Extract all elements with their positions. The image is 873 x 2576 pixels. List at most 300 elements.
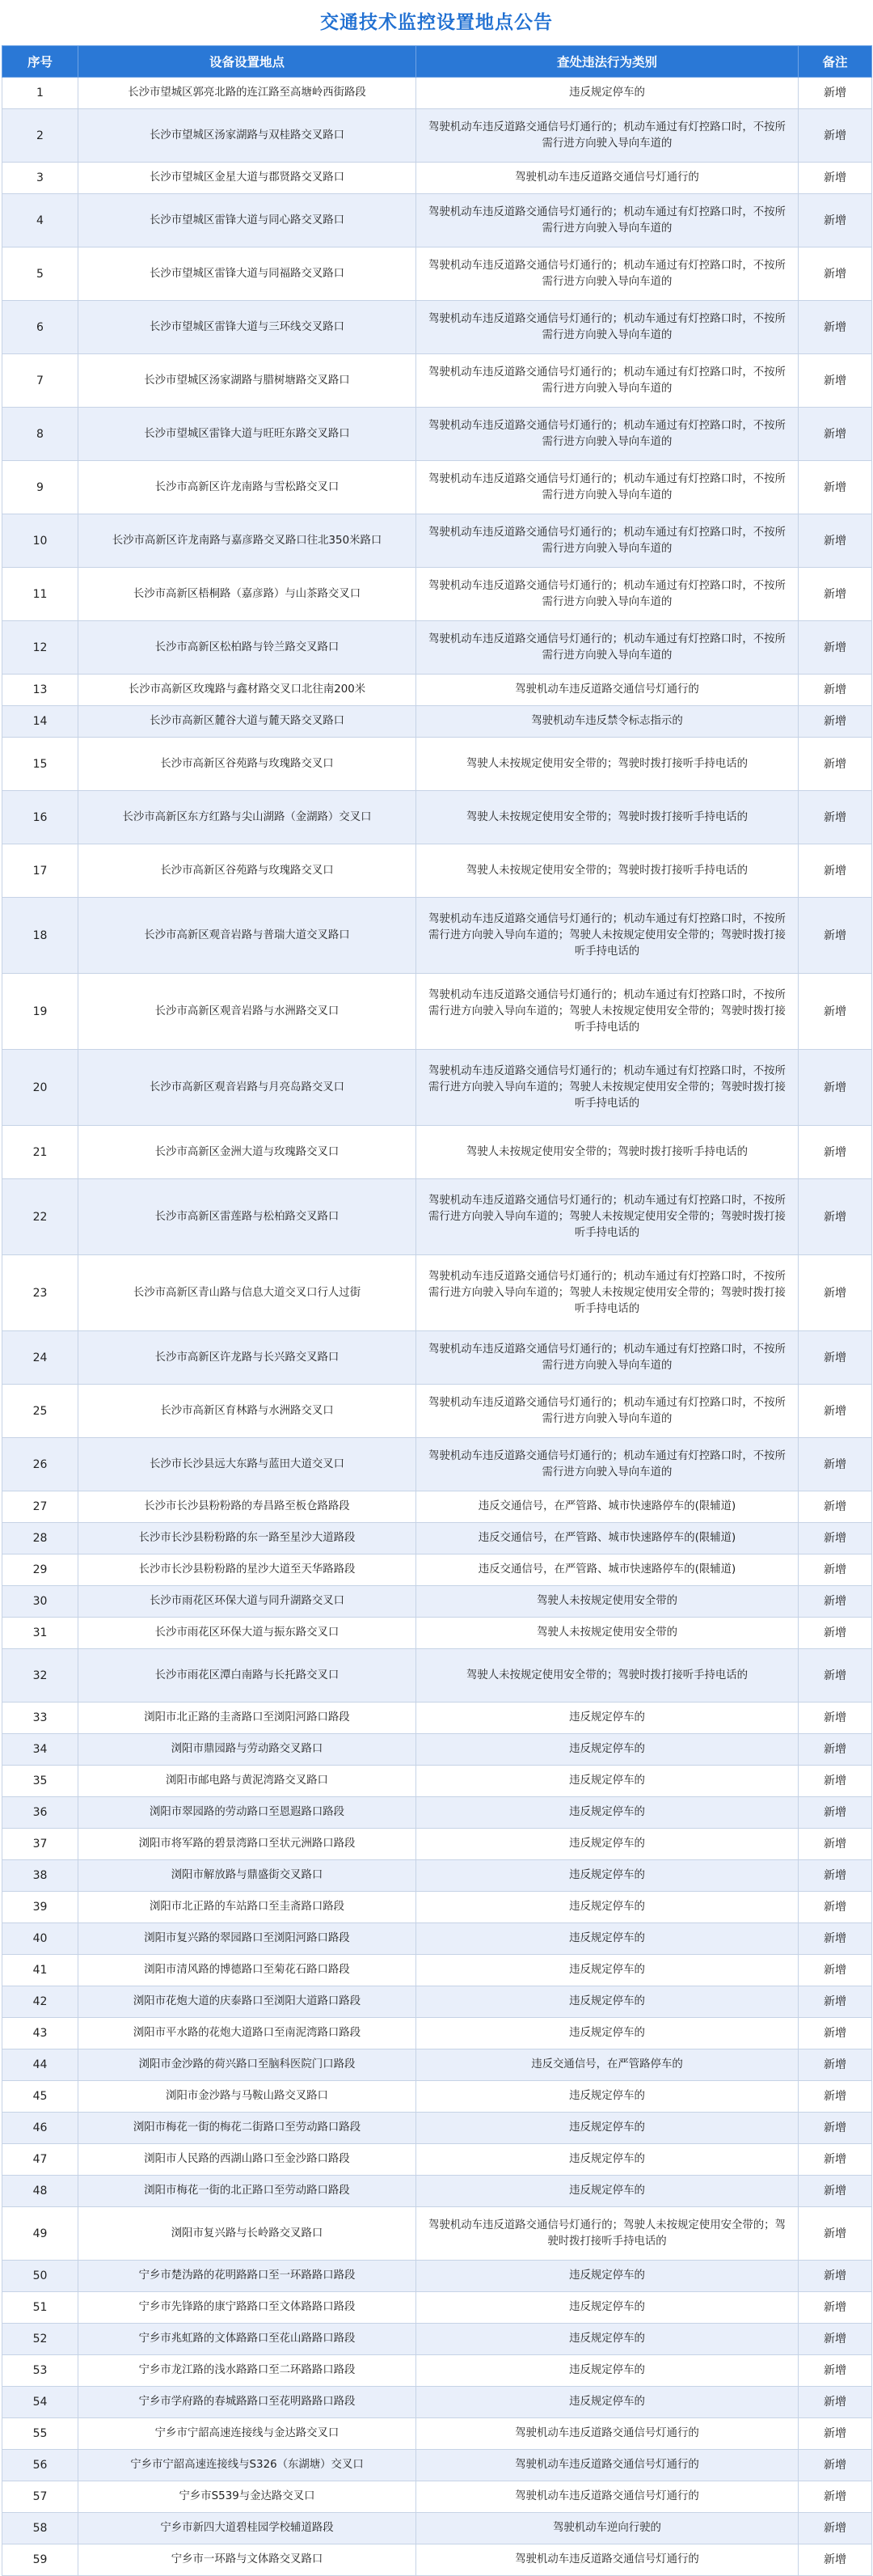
cell-note: 新增: [799, 2387, 872, 2418]
cell-location: 长沙市高新区育林路与水洲路交叉口: [78, 1385, 416, 1438]
cell-location: 长沙市望城区雷锋大道与同福路交叉路口: [78, 247, 416, 301]
table-row: [2, 1179, 872, 1255]
cell-note: 新增: [799, 1438, 872, 1491]
cell-type: 驾驶机动车违反禁令标志指示的: [416, 706, 799, 738]
table-row: [2, 1766, 872, 1797]
cell-note: 新增: [799, 1892, 872, 1923]
cell-type: 驾驶机动车违反道路交通信号灯通行的: [416, 2481, 799, 2513]
cell-type: 驾驶机动车违反道路交通信号灯通行的；机动车通过有灯控路口时，不按所需行进方向驶入导向车道的: [416, 514, 799, 568]
cell-seq: 47: [2, 2144, 78, 2176]
table-row: [2, 2113, 872, 2144]
cell-seq: 7: [2, 354, 78, 408]
cell-location: 浏阳市人民路的西湖山路口至金沙路口路段: [78, 2144, 416, 2176]
table-row: [2, 2450, 872, 2481]
cell-seq: 16: [2, 791, 78, 844]
cell-type: 驾驶人未按规定使用安全带的；驾驶时拨打接听手持电话的: [416, 1126, 799, 1179]
cell-seq: 18: [2, 898, 78, 974]
cell-type: 驾驶人未按规定使用安全带的；驾驶时拨打接听手持电话的: [416, 791, 799, 844]
table-header-row: [2, 46, 872, 78]
cell-type: 驾驶机动车违反道路交通信号灯通行的；机动车通过有灯控路口时，不按所需行进方向驶入导向车道的；驾驶人未按规定使用安全带的；驾驶时拨打接听手持电话的: [416, 1255, 799, 1331]
cell-type: 违反规定停车的: [416, 2018, 799, 2049]
cell-seq: 6: [2, 301, 78, 354]
cell-type: 驾驶机动车违反道路交通信号灯通行的: [416, 2544, 799, 2576]
table-row: [2, 2261, 872, 2292]
table-row: [2, 1618, 872, 1649]
cell-seq: 35: [2, 1766, 78, 1797]
table-row: [2, 2081, 872, 2113]
cell-location: 宁乡市学府路的春城路路口至花明路路口路段: [78, 2387, 416, 2418]
cell-note: 新增: [799, 791, 872, 844]
cell-note: 新增: [799, 1523, 872, 1554]
cell-seq: 9: [2, 461, 78, 514]
cell-seq: 56: [2, 2450, 78, 2481]
cell-type: 违反交通信号，在严管路、城市快速路停车的(限辅道): [416, 1523, 799, 1554]
table-row: [2, 2387, 872, 2418]
cell-location: 浏阳市邮电路与黄泥湾路交叉路口: [78, 1766, 416, 1797]
cell-location: 浏阳市将军路的碧景湾路口至状元洲路口路段: [78, 1829, 416, 1860]
cell-location: 宁乡市楚沩路的花明路路口至一环路路口路段: [78, 2261, 416, 2292]
cell-seq: 43: [2, 2018, 78, 2049]
header-note: 备注: [799, 46, 872, 78]
cell-seq: 2: [2, 109, 78, 163]
cell-seq: 27: [2, 1491, 78, 1523]
cell-location: 长沙市长沙县远大东路与蓝田大道交叉口: [78, 1438, 416, 1491]
table-row: [2, 1955, 872, 1986]
cell-seq: 4: [2, 194, 78, 247]
cell-location: 浏阳市花炮大道的庆泰路口至浏阳大道路口路段: [78, 1986, 416, 2018]
cell-note: 新增: [799, 461, 872, 514]
table-row: [2, 2544, 872, 2576]
cell-type: 驾驶机动车违反道路交通信号灯通行的；机动车通过有灯控路口时，不按所需行进方向驶入导向车道的: [416, 354, 799, 408]
cell-location: 宁乡市兆虹路的文体路路口至花山路路口路段: [78, 2324, 416, 2355]
cell-type: 违反交通信号，在严管路、城市快速路停车的(限辅道): [416, 1491, 799, 1523]
cell-type: 驾驶机动车逆向行驶的: [416, 2513, 799, 2544]
cell-seq: 51: [2, 2292, 78, 2324]
cell-location: 长沙市望城区汤家湖路与腊树塘路交叉路口: [78, 354, 416, 408]
cell-seq: 50: [2, 2261, 78, 2292]
cell-type: 驾驶机动车违反道路交通信号灯通行的；机动车通过有灯控路口时，不按所需行进方向驶入导向车道的: [416, 1331, 799, 1385]
table-row: [2, 194, 872, 247]
table-row: [2, 1860, 872, 1892]
monitor-table: [2, 45, 872, 2576]
table-row: [2, 2513, 872, 2544]
table-row: [2, 1050, 872, 1126]
cell-note: 新增: [799, 1734, 872, 1766]
cell-seq: 42: [2, 1986, 78, 2018]
cell-location: 长沙市高新区玫瑰路与鑫材路交叉口北往南200米: [78, 675, 416, 706]
cell-seq: 24: [2, 1331, 78, 1385]
cell-note: 新增: [799, 163, 872, 194]
cell-location: 浏阳市梅花一街的梅花二街路口至劳动路口路段: [78, 2113, 416, 2144]
cell-location: 长沙市雨花区环保大道与振东路交叉口: [78, 1618, 416, 1649]
cell-note: 新增: [799, 2481, 872, 2513]
cell-type: 违反规定停车的: [416, 2081, 799, 2113]
cell-type: 驾驶机动车违反道路交通信号灯通行的；机动车通过有灯控路口时，不按所需行进方向驶入导向车道的: [416, 568, 799, 621]
cell-location: 浏阳市平水路的花炮大道路口至南泥湾路口路段: [78, 2018, 416, 2049]
cell-seq: 30: [2, 1586, 78, 1618]
cell-type: 违反交通信号，在严管路停车的: [416, 2049, 799, 2081]
cell-location: 长沙市高新区松柏路与铃兰路交叉路口: [78, 621, 416, 675]
cell-location: 长沙市望城区雷锋大道与旺旺东路交叉路口: [78, 408, 416, 461]
cell-location: 浏阳市解放路与鼎盛街交叉路口: [78, 1860, 416, 1892]
cell-location: 长沙市雨花区环保大道与同升湖路交叉口: [78, 1586, 416, 1618]
cell-seq: 10: [2, 514, 78, 568]
cell-type: 驾驶人未按规定使用安全带的；驾驶时拨打接听手持电话的: [416, 1649, 799, 1703]
cell-location: 宁乡市S539与金达路交叉口: [78, 2481, 416, 2513]
cell-type: 驾驶机动车违反道路交通信号灯通行的: [416, 2418, 799, 2450]
cell-seq: 31: [2, 1618, 78, 1649]
cell-type: 违反规定停车的: [416, 1892, 799, 1923]
cell-seq: 19: [2, 974, 78, 1050]
cell-seq: 39: [2, 1892, 78, 1923]
cell-note: 新增: [799, 2544, 872, 2576]
table-row: [2, 461, 872, 514]
cell-type: 驾驶机动车违反道路交通信号灯通行的: [416, 163, 799, 194]
cell-seq: 37: [2, 1829, 78, 1860]
cell-location: 长沙市长沙县粉粉路的东一路至星沙大道路段: [78, 1523, 416, 1554]
cell-type: 驾驶机动车违反道路交通信号灯通行的；机动车通过有灯控路口时，不按所需行进方向驶入导向车道的: [416, 408, 799, 461]
table-row: [2, 2018, 872, 2049]
cell-type: 驾驶人未按规定使用安全带的；驾驶时拨打接听手持电话的: [416, 738, 799, 791]
cell-location: 长沙市高新区金洲大道与玫瑰路交叉口: [78, 1126, 416, 1179]
cell-type: 违反规定停车的: [416, 1797, 799, 1829]
cell-note: 新增: [799, 1050, 872, 1126]
table-row: [2, 109, 872, 163]
table-row: [2, 2418, 872, 2450]
cell-type: 驾驶人未按规定使用安全带的；驾驶时拨打接听手持电话的: [416, 844, 799, 898]
cell-note: 新增: [799, 2176, 872, 2207]
cell-seq: 21: [2, 1126, 78, 1179]
cell-seq: 29: [2, 1554, 78, 1586]
cell-note: 新增: [799, 109, 872, 163]
cell-seq: 14: [2, 706, 78, 738]
cell-type: 驾驶人未按规定使用安全带的: [416, 1618, 799, 1649]
cell-seq: 48: [2, 2176, 78, 2207]
table-row: [2, 1255, 872, 1331]
cell-note: 新增: [799, 514, 872, 568]
cell-note: 新增: [799, 1766, 872, 1797]
table-row: [2, 706, 872, 738]
cell-location: 宁乡市一环路与文体路交叉路口: [78, 2544, 416, 2576]
cell-location: 浏阳市清风路的博德路口至菊花石路口路段: [78, 1955, 416, 1986]
cell-location: 长沙市高新区许龙南路与嘉彦路交叉路口往北350米路口: [78, 514, 416, 568]
cell-note: 新增: [799, 1955, 872, 1986]
cell-type: 违反规定停车的: [416, 1860, 799, 1892]
cell-type: 违反规定停车的: [416, 1986, 799, 2018]
cell-type: 违反规定停车的: [416, 1703, 799, 1734]
cell-location: 长沙市望城区雷锋大道与同心路交叉路口: [78, 194, 416, 247]
cell-location: 浏阳市金沙路的荷兴路口至脑科医院门口路段: [78, 2049, 416, 2081]
cell-note: 新增: [799, 2292, 872, 2324]
cell-location: 浏阳市复兴路的翠园路口至浏阳河路口路段: [78, 1923, 416, 1955]
cell-type: 驾驶机动车违反道路交通信号灯通行的；机动车通过有灯控路口时，不按所需行进方向驶入导向车道的；驾驶人未按规定使用安全带的；驾驶时拨打接听手持电话的: [416, 898, 799, 974]
cell-note: 新增: [799, 2324, 872, 2355]
table-row: [2, 247, 872, 301]
cell-note: 新增: [799, 568, 872, 621]
cell-note: 新增: [799, 194, 872, 247]
cell-location: 长沙市望城区郭亮北路的连江路至高塘岭西街路段: [78, 78, 416, 109]
cell-seq: 53: [2, 2355, 78, 2387]
cell-location: 长沙市高新区谷苑路与玫瑰路交叉口: [78, 738, 416, 791]
table-row: [2, 1331, 872, 1385]
cell-seq: 13: [2, 675, 78, 706]
cell-note: 新增: [799, 78, 872, 109]
cell-note: 新增: [799, 247, 872, 301]
cell-seq: 23: [2, 1255, 78, 1331]
cell-type: 驾驶机动车违反道路交通信号灯通行的: [416, 675, 799, 706]
cell-seq: 3: [2, 163, 78, 194]
cell-location: 浏阳市金沙路与马鞍山路交叉路口: [78, 2081, 416, 2113]
cell-type: 违反规定停车的: [416, 2113, 799, 2144]
table-row: [2, 1523, 872, 1554]
table-row: [2, 514, 872, 568]
cell-location: 长沙市望城区雷锋大道与三环线交叉路口: [78, 301, 416, 354]
cell-note: 新增: [799, 1385, 872, 1438]
cell-location: 宁乡市新四大道碧桂园学校辅道路段: [78, 2513, 416, 2544]
cell-location: 长沙市高新区观音岩路与月亮岛路交叉口: [78, 1050, 416, 1126]
header-type: 查处违法行为类别: [416, 46, 799, 78]
cell-location: 长沙市高新区观音岩路与普瑞大道交叉路口: [78, 898, 416, 974]
cell-type: 驾驶机动车违反道路交通信号灯通行的；机动车通过有灯控路口时，不按所需行进方向驶入导向车道的；驾驶人未按规定使用安全带的；驾驶时拨打接听手持电话的: [416, 1050, 799, 1126]
cell-seq: 40: [2, 1923, 78, 1955]
table-row: [2, 844, 872, 898]
cell-note: 新增: [799, 1618, 872, 1649]
cell-seq: 17: [2, 844, 78, 898]
table-row: [2, 1586, 872, 1618]
table-row: [2, 568, 872, 621]
cell-note: 新增: [799, 974, 872, 1050]
cell-type: 驾驶机动车违反道路交通信号灯通行的；机动车通过有灯控路口时，不按所需行进方向驶入导向车道的: [416, 247, 799, 301]
cell-location: 长沙市高新区麓谷大道与麓天路交叉路口: [78, 706, 416, 738]
cell-seq: 36: [2, 1797, 78, 1829]
cell-type: 违反规定停车的: [416, 1829, 799, 1860]
cell-type: 违反规定停车的: [416, 1766, 799, 1797]
cell-seq: 32: [2, 1649, 78, 1703]
cell-location: 长沙市长沙县粉粉路的星沙大道至天华路路段: [78, 1554, 416, 1586]
cell-location: 长沙市高新区东方红路与尖山湖路（金湖路）交叉口: [78, 791, 416, 844]
cell-type: 驾驶机动车违反道路交通信号灯通行的；机动车通过有灯控路口时，不按所需行进方向驶入导向车道的；驾驶人未按规定使用安全带的；驾驶时拨打接听手持电话的: [416, 974, 799, 1050]
cell-type: 违反规定停车的: [416, 1955, 799, 1986]
cell-note: 新增: [799, 1649, 872, 1703]
cell-location: 宁乡市先锋路的康宁路路口至文体路路口路段: [78, 2292, 416, 2324]
table-row: [2, 354, 872, 408]
table-row: [2, 898, 872, 974]
cell-note: 新增: [799, 2018, 872, 2049]
cell-location: 长沙市高新区雷莲路与松柏路交叉路口: [78, 1179, 416, 1255]
cell-seq: 49: [2, 2207, 78, 2261]
cell-location: 浏阳市梅花一街的北正路口至劳动路口路段: [78, 2176, 416, 2207]
cell-type: 违反规定停车的: [416, 2292, 799, 2324]
cell-note: 新增: [799, 2049, 872, 2081]
cell-seq: 52: [2, 2324, 78, 2355]
table-row: [2, 621, 872, 675]
cell-location: 长沙市高新区观音岩路与水洲路交叉口: [78, 974, 416, 1050]
cell-note: 新增: [799, 898, 872, 974]
cell-note: 新增: [799, 2113, 872, 2144]
cell-note: 新增: [799, 2418, 872, 2450]
cell-type: 驾驶机动车违反道路交通信号灯通行的；机动车通过有灯控路口时，不按所需行进方向驶入导向车道的: [416, 1385, 799, 1438]
cell-seq: 20: [2, 1050, 78, 1126]
cell-seq: 54: [2, 2387, 78, 2418]
cell-seq: 22: [2, 1179, 78, 1255]
cell-location: 浏阳市北正路的车站路口至圭斋路口路段: [78, 1892, 416, 1923]
cell-seq: 15: [2, 738, 78, 791]
table-row: [2, 1438, 872, 1491]
cell-location: 浏阳市复兴路与长岭路交叉路口: [78, 2207, 416, 2261]
table-row: [2, 2481, 872, 2513]
table-row: [2, 791, 872, 844]
cell-seq: 8: [2, 408, 78, 461]
cell-type: 驾驶机动车违反道路交通信号灯通行的；机动车通过有灯控路口时，不按所需行进方向驶入导向车道的: [416, 301, 799, 354]
cell-seq: 45: [2, 2081, 78, 2113]
cell-seq: 44: [2, 2049, 78, 2081]
cell-location: 长沙市望城区汤家湖路与双桂路交叉路口: [78, 109, 416, 163]
table-row: [2, 1703, 872, 1734]
cell-location: 长沙市望城区金星大道与郡贤路交叉路口: [78, 163, 416, 194]
cell-type: 驾驶机动车违反道路交通信号灯通行的；驾驶人未按规定使用安全带的；驾驶时拨打接听手持电话的: [416, 2207, 799, 2261]
cell-note: 新增: [799, 1179, 872, 1255]
cell-type: 违反规定停车的: [416, 2387, 799, 2418]
table-row: [2, 1385, 872, 1438]
cell-seq: 12: [2, 621, 78, 675]
table-row: [2, 301, 872, 354]
cell-location: 长沙市高新区许龙路与长兴路交叉路口: [78, 1331, 416, 1385]
table-row: [2, 2355, 872, 2387]
cell-note: 新增: [799, 844, 872, 898]
cell-note: 新增: [799, 706, 872, 738]
cell-location: 长沙市雨花区潭白南路与长托路交叉口: [78, 1649, 416, 1703]
table-row: [2, 974, 872, 1050]
cell-note: 新增: [799, 1126, 872, 1179]
cell-location: 长沙市高新区许龙南路与雪松路交叉口: [78, 461, 416, 514]
cell-type: 违反规定停车的: [416, 2176, 799, 2207]
table-row: [2, 2144, 872, 2176]
cell-note: 新增: [799, 2081, 872, 2113]
cell-type: 违反交通信号，在严管路、城市快速路停车的(限辅道): [416, 1554, 799, 1586]
cell-seq: 28: [2, 1523, 78, 1554]
cell-note: 新增: [799, 1829, 872, 1860]
table-row: [2, 2176, 872, 2207]
cell-note: 新增: [799, 1797, 872, 1829]
cell-location: 长沙市高新区梧桐路（嘉彦路）与山茶路交叉口: [78, 568, 416, 621]
table-row: [2, 78, 872, 109]
cell-seq: 1: [2, 78, 78, 109]
cell-seq: 58: [2, 2513, 78, 2544]
table-row: [2, 1797, 872, 1829]
table-row: [2, 675, 872, 706]
cell-seq: 38: [2, 1860, 78, 1892]
table-row: [2, 2292, 872, 2324]
cell-seq: 11: [2, 568, 78, 621]
cell-seq: 34: [2, 1734, 78, 1766]
cell-type: 驾驶机动车违反道路交通信号灯通行的；机动车通过有灯控路口时，不按所需行进方向驶入导向车道的；驾驶人未按规定使用安全带的；驾驶时拨打接听手持电话的: [416, 1179, 799, 1255]
table-row: [2, 163, 872, 194]
table-row: [2, 1892, 872, 1923]
cell-type: 违反规定停车的: [416, 2144, 799, 2176]
cell-location: 浏阳市翠园路的劳动路口至恩遐路口路段: [78, 1797, 416, 1829]
cell-note: 新增: [799, 2261, 872, 2292]
cell-note: 新增: [799, 354, 872, 408]
table-row: [2, 1554, 872, 1586]
table-row: [2, 2049, 872, 2081]
cell-note: 新增: [799, 1860, 872, 1892]
cell-type: 违反规定停车的: [416, 1923, 799, 1955]
cell-type: 驾驶机动车违反道路交通信号灯通行的；机动车通过有灯控路口时，不按所需行进方向驶入导向车道的: [416, 1438, 799, 1491]
table-row: [2, 1923, 872, 1955]
table-row: [2, 2207, 872, 2261]
table-row: [2, 1829, 872, 1860]
header-location: 设备设置地点: [78, 46, 416, 78]
cell-location: 宁乡市龙江路的浅水路路口至二环路路口路段: [78, 2355, 416, 2387]
table-row: [2, 738, 872, 791]
table-row: [2, 1986, 872, 2018]
cell-location: 长沙市高新区谷苑路与玫瑰路交叉口: [78, 844, 416, 898]
cell-note: 新增: [799, 738, 872, 791]
header-seq: 序号: [2, 46, 78, 78]
cell-type: 驾驶机动车违反道路交通信号灯通行的；机动车通过有灯控路口时，不按所需行进方向驶入导向车道的: [416, 621, 799, 675]
cell-seq: 46: [2, 2113, 78, 2144]
cell-note: 新增: [799, 621, 872, 675]
table-row: [2, 1734, 872, 1766]
cell-location: 宁乡市宁韶高速连接线与金达路交叉口: [78, 2418, 416, 2450]
cell-type: 驾驶人未按规定使用安全带的: [416, 1586, 799, 1618]
cell-note: 新增: [799, 2207, 872, 2261]
cell-location: 长沙市高新区青山路与信息大道交叉口行人过街: [78, 1255, 416, 1331]
cell-note: 新增: [799, 1491, 872, 1523]
cell-type: 违反规定停车的: [416, 2261, 799, 2292]
cell-seq: 33: [2, 1703, 78, 1734]
cell-seq: 59: [2, 2544, 78, 2576]
cell-seq: 57: [2, 2481, 78, 2513]
cell-type: 驾驶机动车违反道路交通信号灯通行的；机动车通过有灯控路口时，不按所需行进方向驶入导向车道的: [416, 461, 799, 514]
cell-note: 新增: [799, 2355, 872, 2387]
cell-type: 违反规定停车的: [416, 78, 799, 109]
cell-location: 长沙市长沙县粉粉路的寿昌路至板仓路路段: [78, 1491, 416, 1523]
table-row: [2, 1491, 872, 1523]
cell-location: 宁乡市宁韶高速连接线与S326（东湖塘）交叉口: [78, 2450, 416, 2481]
page-title: 交通技术监控设置地点公告: [320, 12, 553, 33]
cell-location: 浏阳市北正路的圭斋路口至浏阳河路口路段: [78, 1703, 416, 1734]
cell-note: 新增: [799, 1986, 872, 2018]
cell-type: 驾驶机动车违反道路交通信号灯通行的；机动车通过有灯控路口时，不按所需行进方向驶入导向车道的: [416, 109, 799, 163]
cell-note: 新增: [799, 1923, 872, 1955]
cell-note: 新增: [799, 301, 872, 354]
cell-location: 浏阳市鼎园路与劳动路交叉路口: [78, 1734, 416, 1766]
table-row: [2, 1126, 872, 1179]
cell-seq: 25: [2, 1385, 78, 1438]
cell-note: 新增: [799, 1703, 872, 1734]
cell-note: 新增: [799, 1255, 872, 1331]
table-row: [2, 408, 872, 461]
cell-seq: 26: [2, 1438, 78, 1491]
table-row: [2, 2324, 872, 2355]
cell-note: 新增: [799, 1586, 872, 1618]
cell-note: 新增: [799, 2513, 872, 2544]
cell-note: 新增: [799, 2144, 872, 2176]
cell-type: 违反规定停车的: [416, 2355, 799, 2387]
cell-note: 新增: [799, 408, 872, 461]
cell-note: 新增: [799, 675, 872, 706]
cell-type: 驾驶机动车违反道路交通信号灯通行的；机动车通过有灯控路口时，不按所需行进方向驶入导向车道的: [416, 194, 799, 247]
cell-note: 新增: [799, 1554, 872, 1586]
cell-note: 新增: [799, 1331, 872, 1385]
cell-seq: 5: [2, 247, 78, 301]
cell-type: 违反规定停车的: [416, 2324, 799, 2355]
cell-note: 新增: [799, 2450, 872, 2481]
cell-type: 违反规定停车的: [416, 1734, 799, 1766]
table-row: [2, 1649, 872, 1703]
cell-type: 驾驶机动车违反道路交通信号灯通行的: [416, 2450, 799, 2481]
